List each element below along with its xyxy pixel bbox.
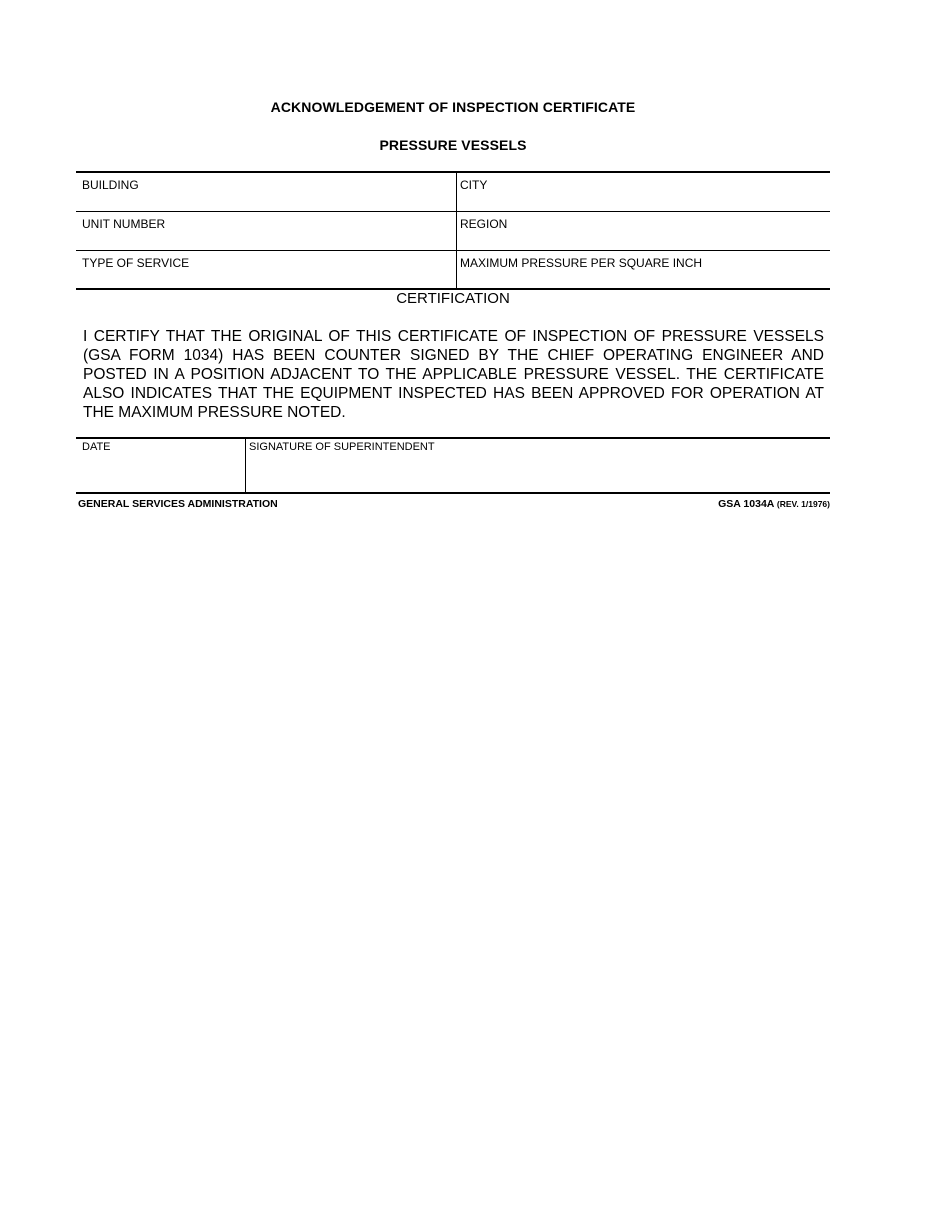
certification-heading: CERTIFICATION (396, 290, 510, 307)
row-divider (76, 250, 830, 251)
signature-column-divider (245, 438, 246, 493)
city-field[interactable]: CITY (460, 178, 488, 192)
date-field[interactable]: DATE (82, 441, 111, 453)
form-revision: (REV. 1/1976) (776, 499, 830, 509)
unit-number-field[interactable]: UNIT NUMBER (82, 217, 166, 231)
certification-text: I CERTIFY THAT THE ORIGINAL OF THIS CERTIFICATE OF INSPECTION OF PRESSURE VESSELS (GSA FORM 1034) HAS BEEN COUNTER SIGNED BY THE CHIEF OPERATING ENGINEER AND POSTED IN A POSITION ADJACENT TO THE APPLICABLE PRESSURE VESSEL. THE CERTIFICATE ALSO INDICATES THAT THE EQUIPMENT INSPECTED HAS BEEN APPROVED FOR OPERATION AT THE MAXIMUM PRESSURE NOTED. (83, 328, 824, 421)
row-divider (76, 211, 830, 212)
form-title: ACKNOWLEDGEMENT OF INSPECTION CERTIFICATE (270, 99, 636, 115)
table-column-divider (456, 172, 457, 289)
form-number-text: GSA 1034A (718, 498, 774, 510)
max-pressure-field[interactable]: MAXIMUM PRESSURE PER SQUARE INCH (460, 256, 703, 270)
form-number (718, 498, 830, 510)
signature-bottom-rule (76, 492, 830, 494)
signature-top-rule (76, 437, 830, 439)
region-field[interactable]: REGION (460, 217, 508, 231)
form-subtitle: PRESSURE VESSELS (379, 137, 527, 153)
table-top-rule (76, 171, 830, 173)
type-of-service-field[interactable]: TYPE OF SERVICE (82, 256, 190, 270)
superintendent-signature-field[interactable]: SIGNATURE OF SUPERINTENDENT (249, 441, 435, 453)
agency-name: GENERAL SERVICES ADMINISTRATION (78, 498, 278, 510)
building-field[interactable]: BUILDING (82, 178, 139, 192)
